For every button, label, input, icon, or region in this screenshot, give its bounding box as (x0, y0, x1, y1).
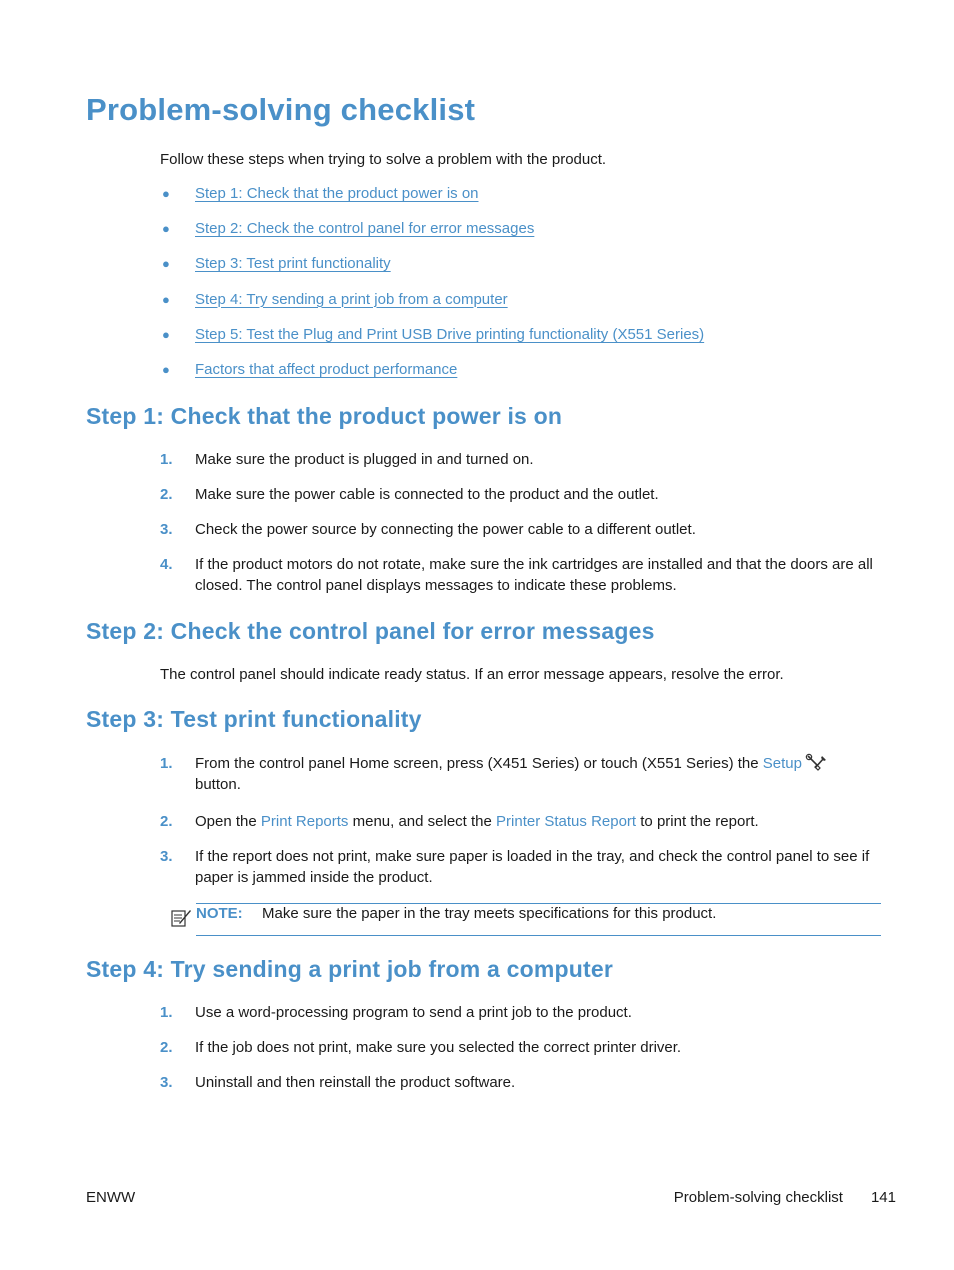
step-item (160, 811, 880, 832)
bullet-icon: ● (162, 361, 170, 377)
section-2-body: The control panel should indicate ready status. If an error message appears, resolve the error. (160, 666, 784, 683)
step-item (160, 484, 880, 505)
toc-link-step-3[interactable]: Step 3: Test print functionality (195, 255, 391, 273)
step-number: 1. (160, 755, 173, 772)
bullet-icon: ● (162, 256, 170, 272)
print-reports-link[interactable]: Print Reports (260, 813, 349, 830)
bullet-icon: ● (162, 221, 170, 237)
step-item (160, 1037, 880, 1058)
step-text: Use a word-processing program to send a print job to the product. (195, 1004, 632, 1021)
section-heading-step-1: Step 1: Check that the product power is on (86, 403, 563, 429)
wrench-icon (805, 753, 827, 771)
step-text (195, 811, 880, 832)
step-item (160, 1072, 880, 1093)
toc-link-step-5[interactable]: Step 5: Test the Plug and Print USB Drive printing functionality (X551 Series) (195, 325, 705, 343)
footer-left: ENWW (86, 1189, 136, 1206)
step-text: If the job does not print, make sure you selected the correct printer driver. (195, 1039, 682, 1056)
step-number: 3. (160, 521, 173, 538)
step-number: 4. (160, 556, 173, 573)
step-item (160, 519, 880, 540)
step-item (160, 846, 880, 888)
step-number: 1. (160, 451, 173, 468)
toc-item (160, 218, 704, 253)
footer-right (674, 1189, 896, 1206)
note-icon (170, 906, 192, 928)
step-text-part: Open the (195, 813, 261, 830)
toc-item (160, 289, 704, 324)
step-text: If the report does not print, make sure paper is loaded in the tray, and check the control panel to see if paper is jammed inside the product. (195, 848, 870, 886)
step-text (195, 753, 880, 795)
bullet-icon: ● (162, 291, 170, 307)
step-text-part: button. (195, 776, 241, 793)
toc-list (160, 183, 704, 394)
section-heading-step-3: Step 3: Test print functionality (86, 706, 422, 732)
toc-link-step-2[interactable]: Step 2: Check the control panel for error messages (195, 220, 535, 238)
step-number: 2. (160, 813, 173, 830)
setup-link[interactable]: Setup (762, 755, 802, 772)
bullet-icon: ● (162, 326, 170, 342)
step-text-part: From the control panel Home screen, press (X451 Series) or touch (X551 Series) the (195, 755, 763, 772)
step-item (160, 1002, 880, 1023)
footer-section-title: Problem-solving checklist (673, 1189, 843, 1206)
toc-item (160, 359, 704, 394)
section-heading-step-2: Step 2: Check the control panel for error messages (86, 618, 655, 644)
toc-link-factors[interactable]: Factors that affect product performance (195, 360, 458, 378)
intro-text: Follow these steps when trying to solve a problem with the product. (160, 151, 607, 168)
step-text: Make sure the product is plugged in and turned on. (195, 451, 534, 468)
step-number: 3. (160, 1074, 173, 1091)
bullet-icon: ● (162, 186, 170, 201)
toc-item (160, 324, 704, 359)
note-text: Make sure the paper in the tray meets specifications for this product. (262, 905, 717, 922)
toc-item (160, 183, 704, 218)
step-text-part: to print the report. (636, 813, 759, 830)
step-number: 1. (160, 1004, 173, 1021)
step-item (160, 449, 880, 470)
page-title: Problem-solving checklist (86, 92, 476, 127)
page-number: 141 (870, 1189, 896, 1206)
step-text-part: menu, and select the (348, 813, 497, 830)
step-text: Check the power source by connecting the power cable to a different outlet. (195, 521, 696, 538)
toc-item (160, 253, 704, 288)
step-item (160, 554, 880, 596)
step-item (160, 753, 880, 795)
step-number: 3. (160, 848, 173, 865)
step-number: 2. (160, 1039, 173, 1056)
step-text: Make sure the power cable is connected to the product and the outlet. (195, 486, 659, 503)
step-text: Uninstall and then reinstall the product software. (195, 1074, 516, 1091)
printer-status-report-link[interactable]: Printer Status Report (496, 813, 637, 830)
toc-link-step-4[interactable]: Step 4: Try sending a print job from a computer (195, 290, 508, 308)
toc-link-step-1[interactable]: Step 1: Check that the product power is on (195, 185, 479, 202)
section-heading-step-4: Step 4: Try sending a print job from a computer (86, 956, 613, 982)
step-text: If the product motors do not rotate, make sure the ink cartridges are installed and that the doors are all closed. The control panel displays messages to indicate these problems. (195, 556, 873, 594)
step-number: 2. (160, 486, 173, 503)
note-label: NOTE: (196, 905, 243, 922)
